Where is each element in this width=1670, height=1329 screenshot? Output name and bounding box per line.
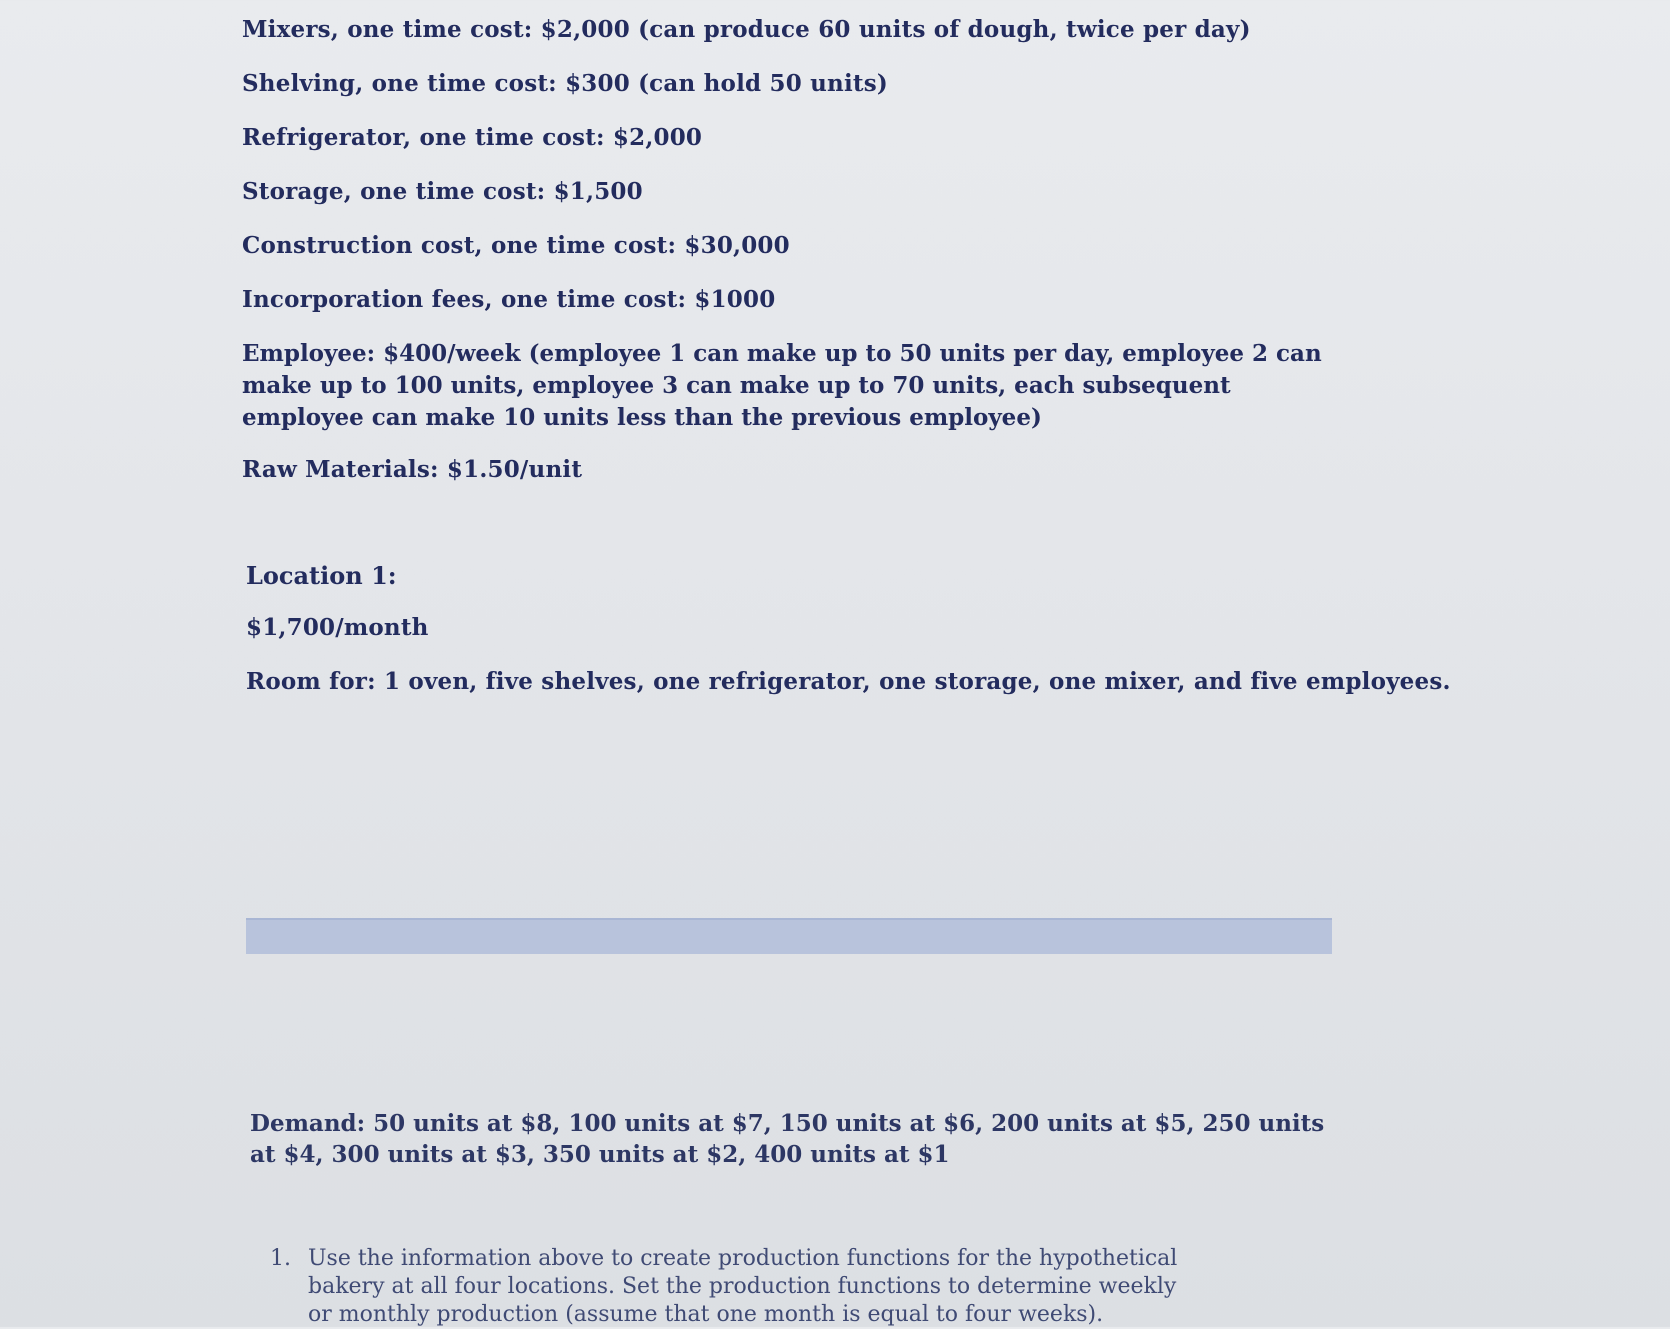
storage-cost: Storage, one time cost: $1,500 [242,178,643,205]
refrigerator-cost: Refrigerator, one time cost: $2,000 [242,124,703,151]
section-divider [246,918,1332,954]
raw-materials-cost: Raw Materials: $1.50/unit [242,456,583,483]
mixers-cost: Mixers, one time cost: $2,000 (can produce 60 units of dough, twice per day) [242,16,1251,43]
location-section [246,560,1451,720]
question-item [270,1245,1180,1329]
location-room: Room for: 1 oven, five shelves, one refrigerator, one storage, one mixer, and five employees. [246,668,1451,695]
construction-cost: Construction cost, one time cost: $30,000 [242,232,790,259]
employee-cost: Employee: $400/week (employee 1 can make up to 50 units per day, employee 2 can make up to 100 units, employee 3 can make up to 70 units, each subsequent employee can make 10 units less than the previous employee) [242,340,1322,431]
location-title: Location 1: [246,561,397,590]
incorporation-fees: Incorporation fees, one time cost: $1000 [242,286,776,313]
question-number: 1. [270,1246,291,1271]
location-price: $1,700/month [246,614,429,641]
demand-text: Demand: 50 units at $8, 100 units at $7, 150 units at $6, 200 units at $5, 250 units at $4, 300 units at $3, 350 units at $2, 400 units at $1 [250,1110,1325,1168]
cost-list [242,14,1332,508]
question-text: Use the information above to create production functions for the hypothetical bakery at all four locations. Set the production functions to determine weekly or monthly production (assume that one month is equal to four weeks). [308,1246,1178,1327]
shelving-cost: Shelving, one time cost: $300 (can hold 50 units) [242,70,888,97]
